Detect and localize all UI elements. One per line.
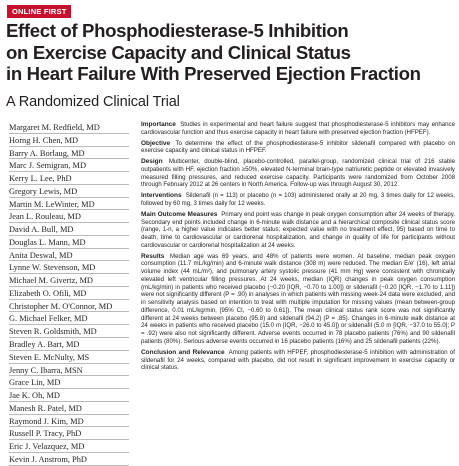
section-heading: Conclusion and Relevance (141, 348, 225, 356)
section-text: Studies in experimental and heart failure suggest that phosphodiesterase-5 inhibitors may enhance cardiovascular function and thus exercise capacity in heart failure with preserved ejection fraction (HFPEF). (141, 121, 455, 136)
section-text: Sildenafil (n = 113) or placebo (n = 103) administered orally at 20 mg, 3 times daily for 12 weeks, followed by 60 mg, 3 times daily for 12 weeks. (141, 192, 455, 208)
title-line-2: on Exercise Capacity and Clinical Status (6, 41, 351, 63)
section-text: Multicenter, double-blind, placebo-controlled, parallel-group, randomized clinical trial of 216 stable outpatients with HF, ejection fraction ≥50%, elevated N-terminal brain-type natriuretic peptide or elevated invasively measured filling pressures, and reduced exercise capacity. Participants were randomized from October 2008 through February 2012 at 26 centers in North America. Follow-up was through August 30, 2012. (141, 158, 455, 189)
author-name: Lynne W. Stevenson, MD (9, 261, 129, 274)
section-heading: Importance (141, 121, 176, 128)
section-heading: Results (141, 252, 165, 260)
author-name: Barry A. Borlaug, MD (9, 147, 129, 160)
author-name: Manesh R. Patel, MD (9, 402, 129, 415)
abstract-outcomes (141, 211, 455, 250)
section-heading: Design (141, 158, 163, 166)
title-line-3: in Heart Failure With Preserved Ejection Fraction (6, 63, 421, 84)
abstract (141, 121, 455, 375)
author-name: Marc J. Semigran, MD (9, 159, 129, 172)
author-name: Gregory Lewis, MD (9, 185, 129, 198)
section-heading: Interventions (141, 192, 182, 200)
section-text: To determine the effect of the phosphodiesterase-5 inhibitor sildenafil compared with placebo on exercise capacity and clinical status in HFPEF. (141, 139, 455, 155)
author-name: Jenny C. Ibarra, MSN (9, 364, 129, 377)
section-text: Among patients with HFPEF, phosphodiesterase-5 inhibition with administration of sildenafil for 24 weeks, compared with placebo, did not result in significant improvement in exercise capacity or clinical status. (141, 348, 455, 372)
author-name: Anita Deswal, MD (9, 249, 129, 262)
abstract-design (141, 158, 455, 189)
abstract-objective (141, 140, 455, 156)
title-line-1: Effect of Phosphodiesterase-5 Inhibition (6, 20, 349, 41)
article-title (6, 20, 456, 85)
author-name: Martin M. LeWinter, MD (9, 198, 129, 211)
author-name: Elizabeth O. Ofili, MD (9, 287, 129, 300)
author-name: Kevin J. Anstrom, PhD (9, 453, 129, 466)
author-name: Margaret M. Redfield, MD (9, 121, 129, 134)
author-name: Steven R. Goldsmith, MD (9, 325, 129, 338)
author-name: Bradley A. Bart, MD (9, 338, 129, 351)
author-name: Eric J. Velazquez, MD (9, 440, 129, 453)
section-text: Primary end point was change in peak oxygen consumption after 24 weeks of therapy. Secondary end points included change in 6-minute walk distance and a hierarchical composite clinical status score (range, 1-n, a higher value indicates better status; expected value with no treatment effect, 95) based on time to death, time to cardiovascular or cardiorenal hospitalization, and change in quality of life for participants without cardiovascular or cardiorenal hospitalization at 24 weeks. (141, 210, 456, 249)
author-name: David A. Bull, MD (9, 223, 129, 236)
author-name: Jean L. Rouleau, MD (9, 210, 129, 223)
author-name: Horng H. Chen, MD (9, 134, 129, 147)
author-list (9, 121, 129, 466)
author-name: Grace Lin, MD (9, 376, 129, 389)
abstract-importance (141, 121, 455, 137)
online-first-badge: ONLINE FIRST (7, 5, 71, 18)
author-name: Kerry L. Lee, PhD (9, 172, 129, 185)
author-name: Michael M. Givertz, MD (9, 274, 129, 287)
abstract-conclusion (141, 349, 455, 372)
abstract-results (141, 253, 455, 346)
section-text: Median age was 69 years, and 48% of patients were women. At baseline, median peak oxygen consumption (11.7 mL/kg/min) and 6-minute walk distance (308 m) were reduced. The median E/e′ (16), left atrial volume index (44 mL/m²), and pulmonary artery systolic pressure (41 mm Hg) were consistent with chronically elevated left ventricular filling pressures. At 24 weeks, median (IQR) changes in peak oxygen consumption (mL/kg/min) in patients who received placebo (−0.20 [IQR, −0.70 to 1.00]) or sildenafil (−0.20 [IQR, −1.70 to 1.11]) were not significantly different (P = .90) in analyses in which patients with missing week-24 data were excluded, and in sensitivity analysis based on intention to treat with multiple imputation for missing values (mean between-group difference, 0.01 mL/kg/min, [95% CI, −0.60 to 0.61]). The mean clinical status rank score was not significantly different at 24 weeks between placebo (95.8) and sildenafil (94.2) (P = .85). Changes in 6-minute walk distance at 24 weeks in patients who received placebo (15.0 m [IQR, −26.0 to 45.0]) or sildenafil (5.0 m [IQR, −37.0 to 55.0]; P = .92) were also not significantly different. Adverse events occurred in 78 placebo patients (76%) and 90 sildenafil patients (80%). Serious adverse events occurred in 16 placebo patients (16%) and 25 sildenafil patients (22%). (141, 252, 455, 345)
author-name: G. Michael Felker, MD (9, 312, 129, 325)
abstract-interventions (141, 192, 455, 208)
author-name: Jae K. Oh, MD (9, 389, 129, 402)
author-name: Christopher M. O'Connor, MD (9, 300, 129, 313)
author-name: Russell P. Tracy, PhD (9, 427, 129, 440)
author-name: Douglas L. Mann, MD (9, 236, 129, 249)
author-name: Raymond J. Kim, MD (9, 415, 129, 428)
section-heading: Main Outcome Measures (141, 210, 218, 218)
article-subtitle: A Randomized Clinical Trial (6, 94, 180, 110)
section-heading: Objective (141, 139, 171, 147)
author-name: Steven E. McNulty, MS (9, 351, 129, 364)
